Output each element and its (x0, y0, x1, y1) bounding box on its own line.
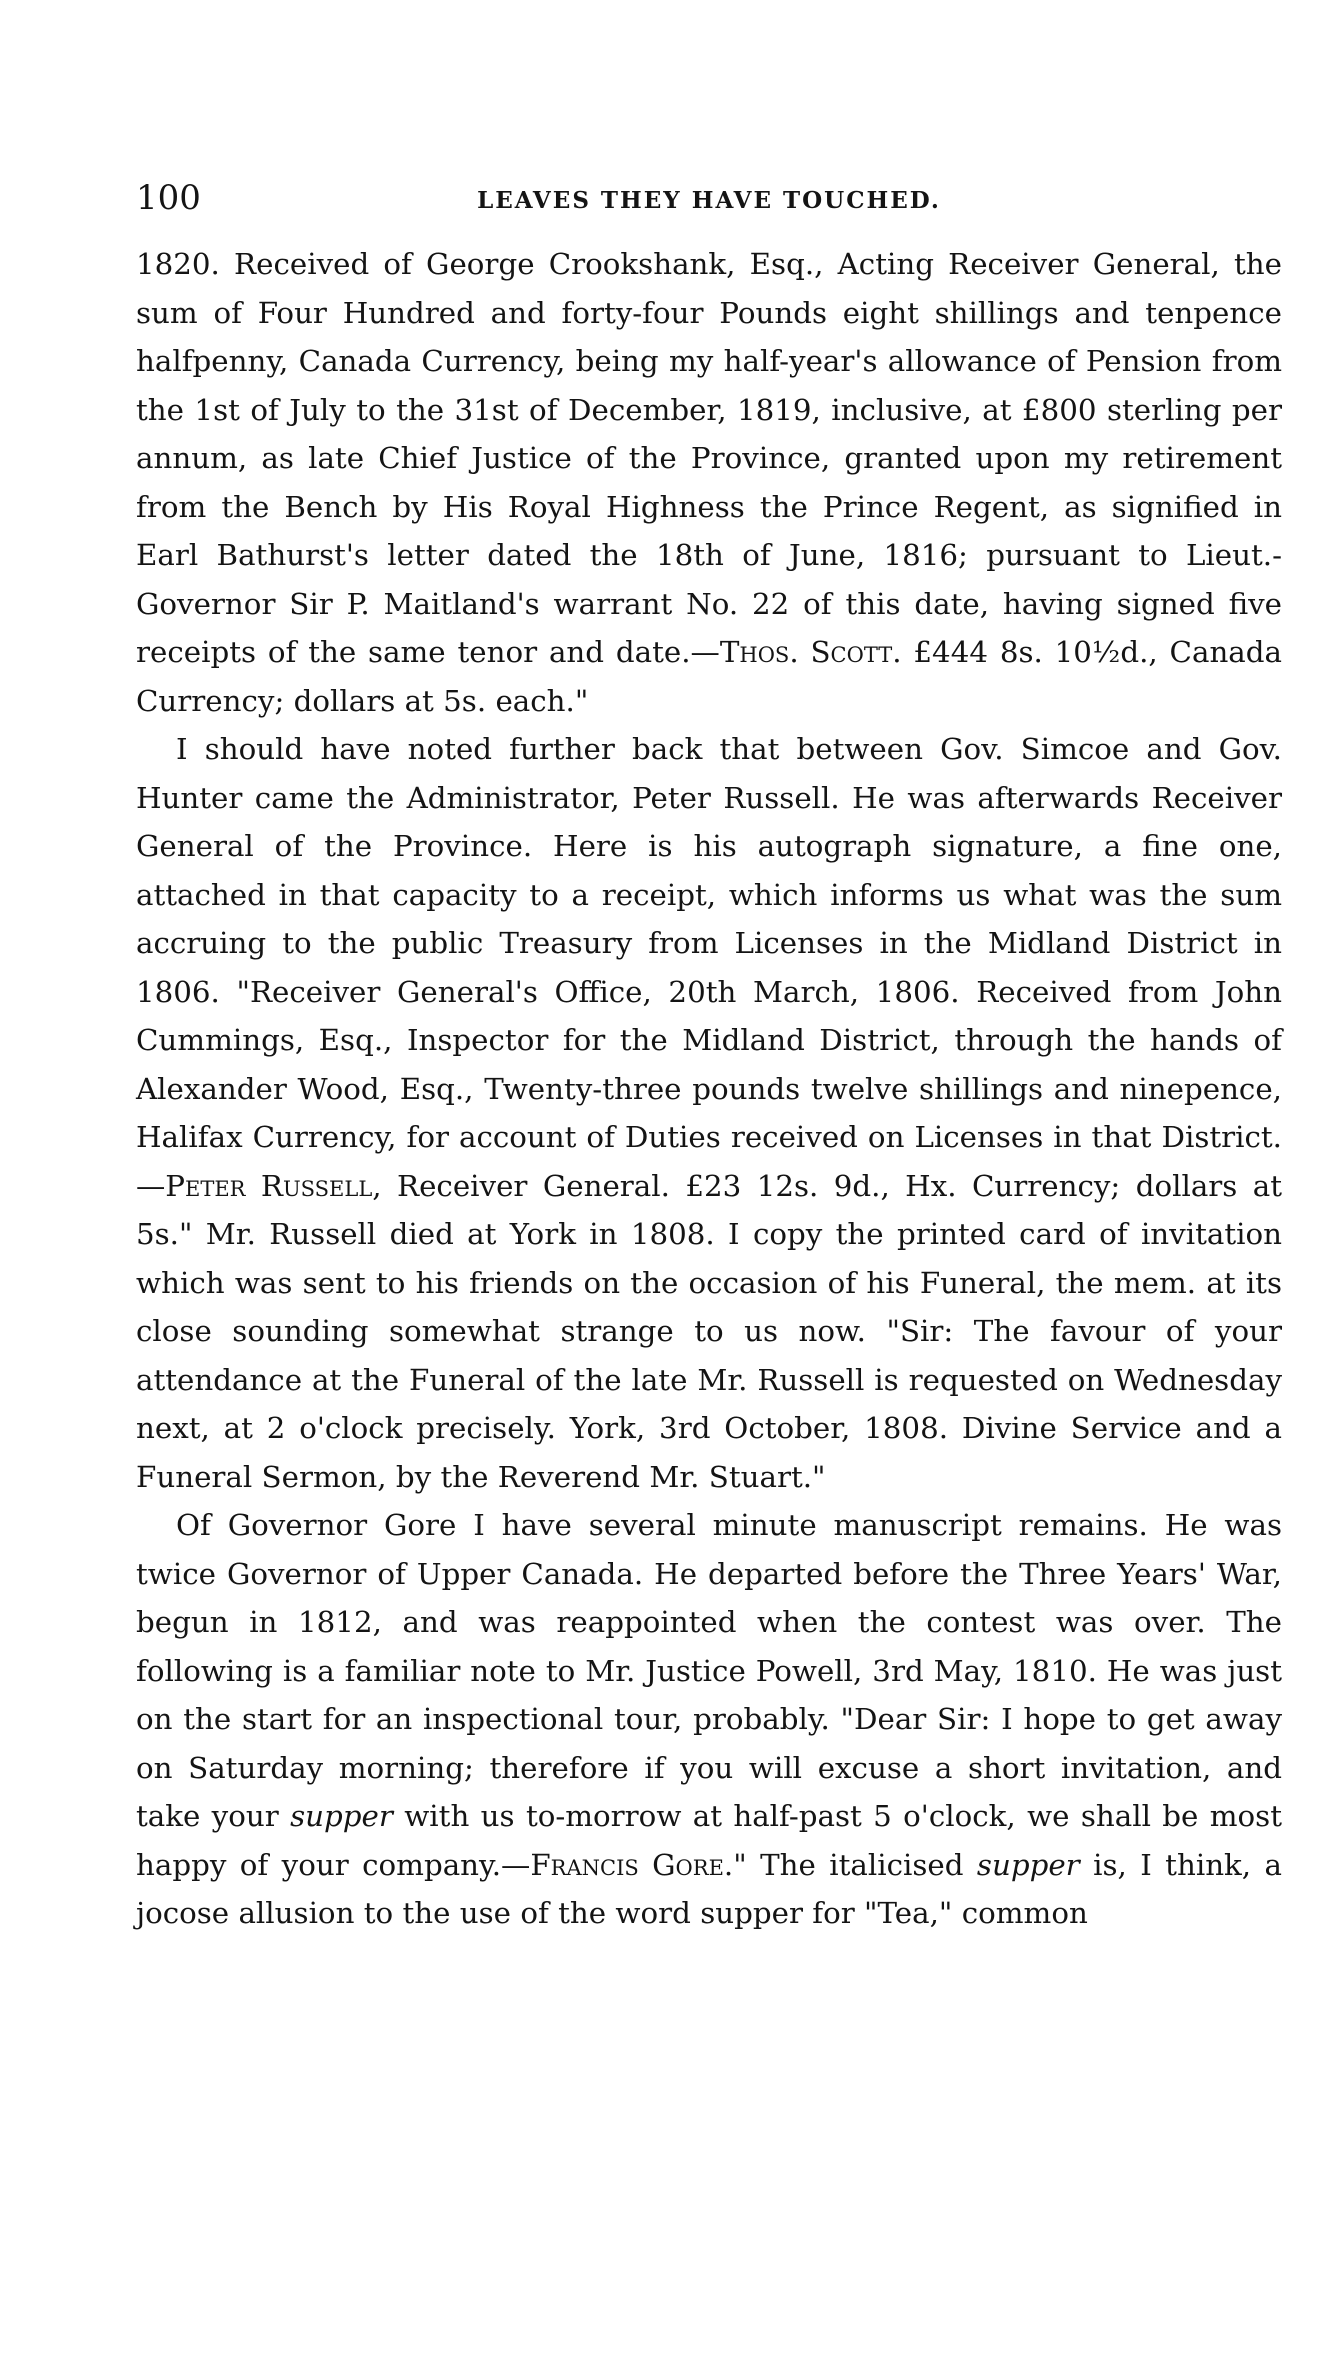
page-number: 100 (136, 178, 201, 218)
signature-peter-russell: Peter Russell (165, 1168, 373, 1203)
paragraph-text: , Receiver General. £23 12s. 9d., Hx. Currency; dollars at 5s." Mr. Russell died at York in 1808. I copy the printed card of invitation which was sent to his friends on the occasion of his Funeral, the mem. at its close sounding somewhat strange to us now. "Sir: The favour of your attendance at the Funeral of the late Mr. Russell is requested on Wednesday next, at 2 o'clock precisely. York, 3rd October, 1808. Divine Service and a Funeral Sermon, by the Reverend Mr. Stuart." (136, 1168, 1282, 1494)
paragraph-text: " The italicised (733, 1847, 977, 1882)
paragraph-text: Of Governor Gore I have several minute manuscript remains. He was twice Governor of Upper Canada. He departed before the Three Years' War, begun in 1812, and was reappointed when the contest was over. The following is a familiar note to Mr. Justice Powell, 3rd May, 1810. He was just on the start for an inspectional tour, probably. "Dear Sir: I hope to get away on Saturday morning; therefore if you will excuse a short invitation, and take your (136, 1508, 1282, 1833)
paragraph-text: 1820. Received of George Crookshank, Esq., Acting Receiver General, the sum of Four Hundred and forty-four Pounds eight shillings and tenpence halfpenny, Canada Currency, being my half-year's allowance of Pension from the 1st of July to the 31st of December, 1819, inclusive, at £800 sterling per annum, as late Chief Justice of the Province, granted upon my retirement from the Bench by His Royal Highness the Prince Regent, as signified in Earl Bathurst's letter dated the 18th of June, 1816; pursuant to Lieut.-Governor Sir P. Maitland's warrant No. 22 of this date, having signed five receipts of the same tenor and date.— (136, 247, 1282, 669)
italic-supper: supper (976, 1847, 1080, 1882)
paragraph-text: is, I think, a jocose allusion to the use of the word supper for "Tea," common (136, 1847, 1282, 1930)
running-title: LEAVES THEY HAVE TOUCHED. (477, 187, 941, 214)
running-head (136, 178, 1282, 222)
signature-francis-gore: Francis Gore. (530, 1847, 734, 1882)
signature-thos-scott: Thos. Scott. (719, 635, 902, 669)
paragraph-receipt-scott (136, 240, 1282, 725)
book-page (136, 178, 1282, 1938)
paragraph-text: £444 8s. 10½d., Canada Currency; dollars at 5s. each." (136, 635, 1282, 718)
paragraph-text: I should have noted further back that between Gov. Simcoe and Gov. Hunter came the Administrator, Peter Russell. He was afterwards Receiver General of the Province. Here is his autograph signature, a fine one, attached in that capacity to a receipt, which informs us what was the sum accruing to the public Treasury from Licenses in the Midland District in 1806. "Receiver General's Office, 20th March, 1806. Received from John Cummings, Esq., Inspector for the Midland District, through the hands of Alexander Wood, Esq., Twenty-three pounds twelve shillings and ninepence, Halifax Currency, for account of Duties received on Licenses in that District.— (136, 732, 1282, 1203)
paragraph-peter-russell (136, 725, 1282, 1501)
italic-supper: supper (290, 1799, 393, 1833)
paragraph-governor-gore (136, 1501, 1282, 1938)
paragraph-text: with us to-morrow at half-past 5 o'clock, we shall be most happy of your company.— (136, 1799, 1282, 1882)
